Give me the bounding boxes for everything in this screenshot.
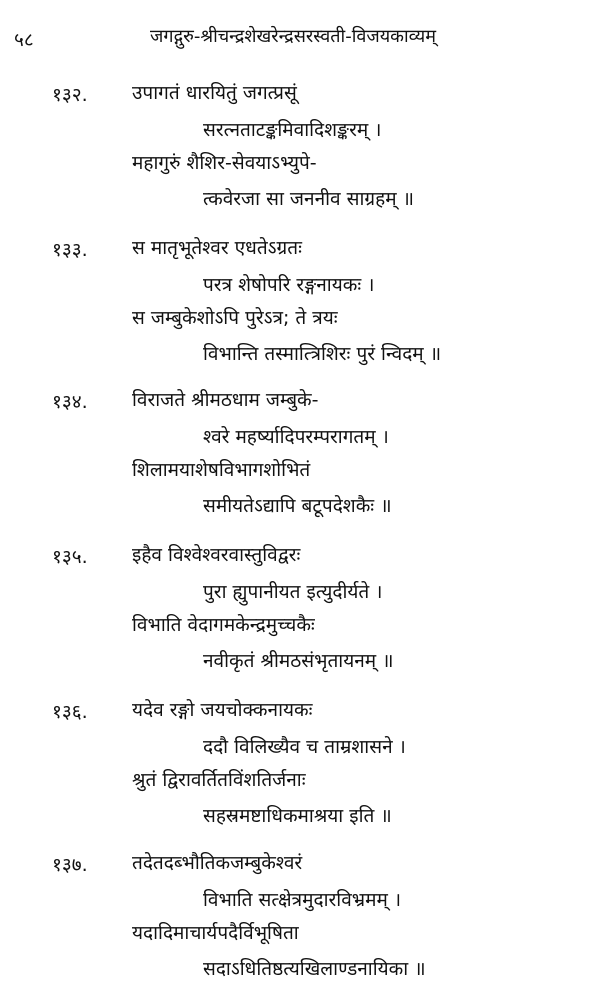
verse-line-4: त्कवेरजा सा जननीव साग्रहम् ॥: [203, 188, 414, 210]
verse-number: १३३.: [52, 239, 88, 261]
verse-line-2: श्वरे महर्ष्यादिपरम्परागतम् ।: [203, 426, 389, 448]
verse-line-1: तदेतदब्भौतिकजम्बुकेश्वरं: [132, 852, 303, 874]
verse-line-1: यदेव रङ्गो जयचोक्कनायकः: [132, 699, 313, 721]
verse-line-1: इहैव विश्वेश्वरवास्तुविद्वरः: [132, 544, 301, 566]
verse-line-3: यदादिमाचार्यपदैर्विभूषिता: [132, 922, 299, 944]
verse-line-2: ददौ विलिख्यैव च ताम्रशासने ।: [203, 736, 406, 758]
verse-line-4: सदाऽधितिष्ठत्यखिलाण्डनायिका ॥: [203, 958, 426, 980]
verse-line-3: विभाति वेदागमकेन्द्रमुच्चकैः: [132, 614, 315, 636]
verse-line-1: उपागतं धारयितुं जगत्प्रसूं: [132, 82, 297, 104]
verse-number: १३२.: [52, 84, 88, 106]
verse-line-2: सरत्नताटङ्कमिवादिशङ्करम् ।: [203, 119, 382, 141]
verse-number: १३५.: [52, 546, 88, 568]
verse-line-1: स मातृभूतेश्वर एधतेऽग्रतः: [132, 237, 302, 259]
running-header: जगद्गुरु-श्रीचन्द्रशेखरेन्द्रसरस्वती-विजयकाव्यम्: [150, 26, 437, 47]
verse-line-4: नवीकृतं श्रीमठसंभृतायनम् ॥: [203, 650, 394, 672]
verse-number: १३७.: [52, 854, 88, 876]
verse-line-2: पुरा ह्युपानीयत इत्युदीर्यते ।: [203, 581, 383, 603]
page-number: ५८: [14, 29, 34, 51]
verse-line-4: समीयतेऽद्यापि बटूपदेशकैः ॥: [203, 495, 392, 517]
verse-line-3: श्रुतं द्विरावर्तितविंशतिर्जनाः: [132, 769, 306, 791]
verse-line-4: सहस्रमष्टाधिकमाश्रया इति ॥: [203, 805, 392, 827]
verse-line-3: स जम्बुकेशोऽपि पुरेऽत्र; ते त्रयः: [132, 307, 338, 329]
verse-line-3: महागुरुं शैशिर-सेवयाऽभ्युपे-: [132, 152, 317, 174]
verse-line-2: विभाति सत्क्षेत्रमुदारविभ्रमम् ।: [203, 889, 402, 911]
verse-line-4: विभान्ति तस्मात्त्रिशिरः पुरं न्विदम् ॥: [203, 343, 442, 365]
verse-line-2: परत्र शेषोपरि रङ्गनायकः ।: [203, 274, 375, 296]
verse-line-1: विराजते श्रीमठधाम जम्बुके-: [132, 389, 319, 411]
verse-number: १३६.: [52, 701, 88, 723]
verse-line-3: शिलामयाशेषविभागशोभितं: [132, 459, 311, 481]
verse-number: १३४.: [52, 391, 88, 413]
